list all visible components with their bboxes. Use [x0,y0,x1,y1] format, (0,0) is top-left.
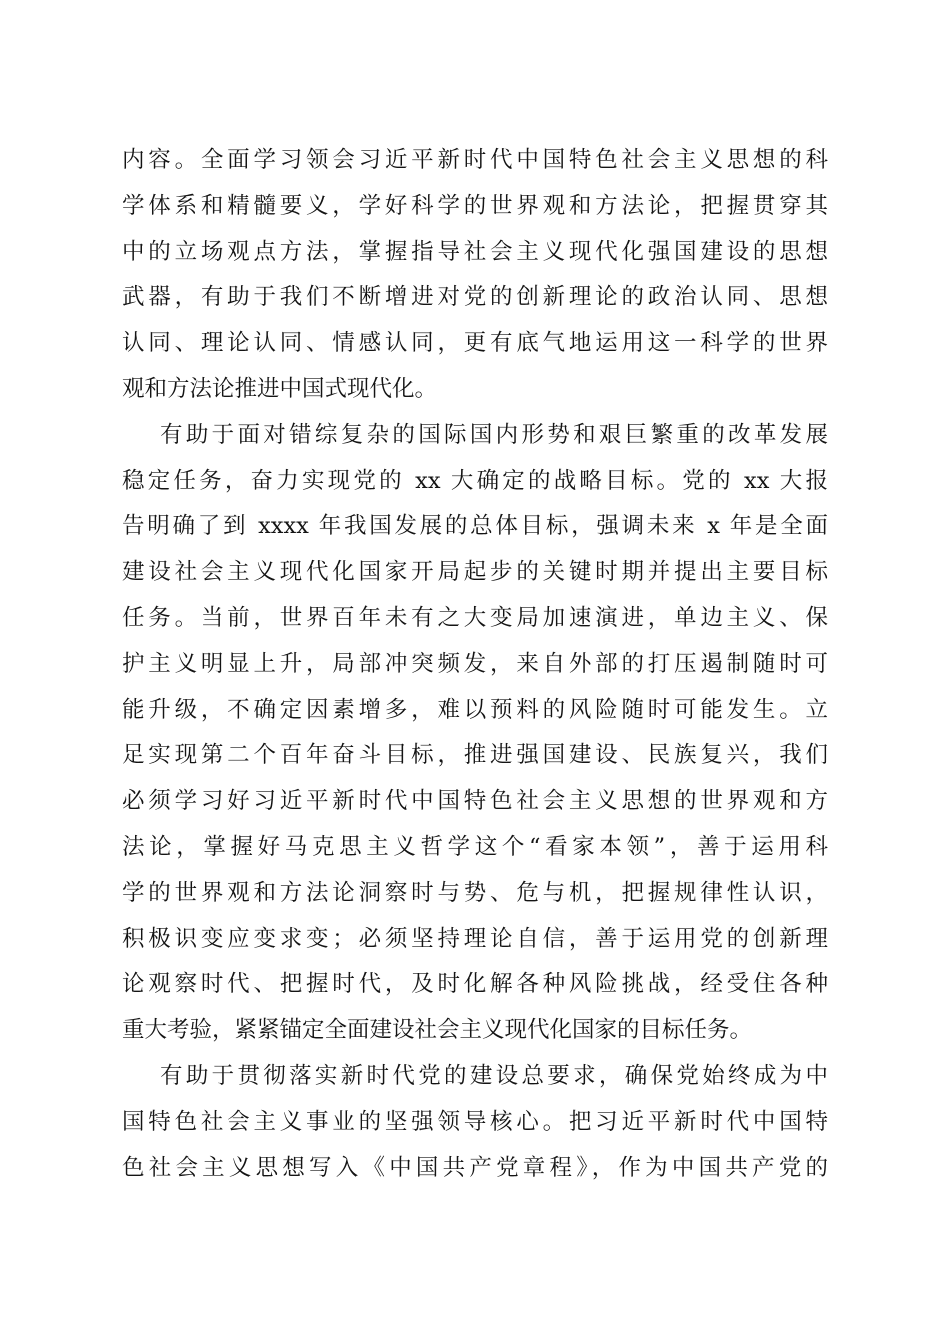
text-line: 色社会主义思想写入《中国共产党章程》，作为中国共产党的 [122,1154,828,1181]
text-line: 任务。当前，世界百年未有之大变局加速演进，单边主义、保 [122,604,828,631]
body-text [122,138,828,1191]
paragraph [122,138,828,413]
text-line: 有助于贯彻落实新时代党的建设总要求，确保党始终成为中 [160,1062,828,1089]
text-line: 重大考验，紧紧锚定全面建设社会主义现代化国家的目标任务。 [122,1017,753,1044]
text-line: 认同、理论认同、情感认同，更有底气地运用这一科学的世界 [122,330,828,357]
text-line: 国特色社会主义事业的坚强领导核心。把习近平新时代中国特 [122,1108,828,1135]
text-line: 有助于面对错综复杂的国际国内形势和艰巨繁重的改革发展 [160,421,828,448]
text-line: 能升级，不确定因素增多，难以预料的风险随时可能发生。立 [122,696,828,723]
text-line: 论观察时代、把握时代，及时化解各种风险挑战，经受住各种 [122,971,828,998]
text-line: 足实现第二个百年奋斗目标，推进强国建设、民族复兴，我们 [122,742,828,769]
text-line: 稳定任务，奋力实现党的 xx 大确定的战略目标。党的 xx 大报 [122,467,828,494]
paragraph [122,413,828,1054]
text-line: 建设社会主义现代化国家开局起步的关键时期并提出主要目标 [122,559,828,586]
text-line: 告明确了到 xxxx 年我国发展的总体目标，强调未来 x 年是全面 [122,513,828,540]
text-line: 学体系和精髓要义，学好科学的世界观和方法论，把握贯穿其 [122,192,828,219]
text-line: 观和方法论推进中国式现代化。 [122,375,438,402]
text-line: 中的立场观点方法，掌握指导社会主义现代化强国建设的思想 [122,238,828,265]
text-line: 学的世界观和方法论洞察时与势、危与机，把握规律性认识， [122,879,828,906]
text-line: 法论，掌握好马克思主义哲学这个“看家本领”，善于运用科 [122,833,828,860]
text-line: 必须学习好习近平新时代中国特色社会主义思想的世界观和方 [122,788,828,815]
paragraph [122,1054,828,1191]
text-line: 积极识变应变求变；必须坚持理论自信，善于运用党的创新理 [122,925,828,952]
text-line: 内容。全面学习领会习近平新时代中国特色社会主义思想的科 [122,147,828,173]
text-line: 武器，有助于我们不断增进对党的创新理论的政治认同、思想 [122,284,828,311]
text-line: 护主义明显上升，局部冲突频发，来自外部的打压遏制随时可 [122,650,828,677]
